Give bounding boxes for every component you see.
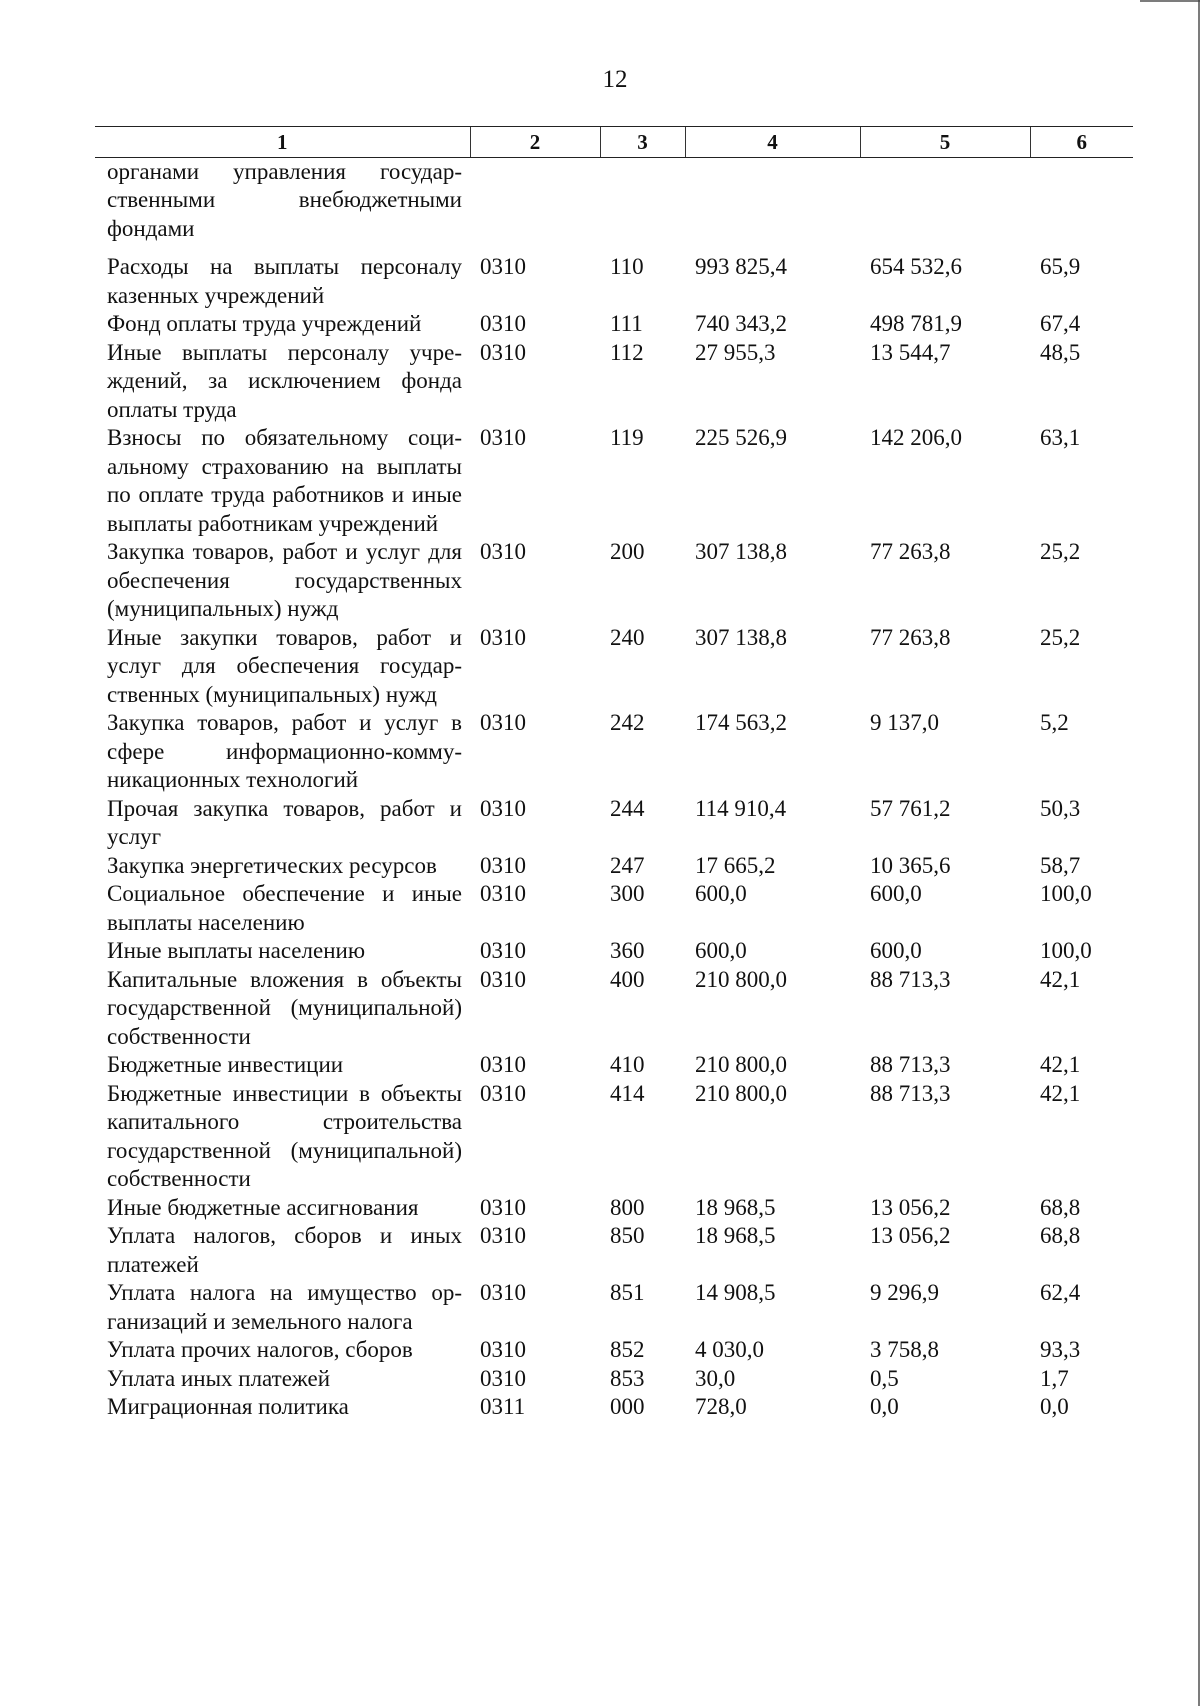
table-row — [95, 310, 1133, 339]
row-percent: 0,0 — [1040, 1394, 1069, 1419]
row-section-code: 0310 — [480, 710, 526, 735]
row-approved: 4 030,0 — [695, 1337, 764, 1362]
table-row — [95, 243, 1133, 310]
row-name: Уплата налога на имущество организаций и земельного налога — [107, 1280, 462, 1334]
row-name: Бюджетные инвестиции в объекты капитального строительства государственной (муниципальной) собственности — [107, 1080, 462, 1191]
row-name: Миграционная политика — [107, 1394, 349, 1419]
row-name: Фонд оплаты труда учреждений — [107, 311, 422, 336]
row-expense-type: 853 — [610, 1365, 645, 1391]
row-section-code: 0310 — [480, 1080, 526, 1106]
row-expense-type: 247 — [610, 852, 645, 878]
column-header-5: 5 — [860, 127, 1030, 158]
row-executed: 600,0 — [870, 938, 922, 963]
row-expense-type: 852 — [610, 1337, 645, 1362]
row-percent: 93,3 — [1040, 1337, 1081, 1362]
row-section-code: 0310 — [480, 938, 526, 963]
row-section-code: 0310 — [480, 1337, 526, 1362]
row-approved — [685, 157, 860, 243]
row-approved: 993 825,4 — [695, 254, 787, 279]
row-section-code — [470, 157, 600, 243]
row-approved: 728,0 — [695, 1394, 747, 1419]
row-percent: 100,0 — [1040, 881, 1092, 906]
row-executed: 0,0 — [870, 1394, 899, 1419]
row-executed: 77 263,8 — [870, 624, 951, 650]
row-percent: 25,2 — [1040, 624, 1081, 650]
table-row — [95, 795, 1133, 852]
row-name: Взносы по обязательному социальному страхованию на выплаты по оплате труда работников и иные выплаты работникам учреждений — [107, 425, 462, 536]
table-row — [95, 852, 1133, 881]
row-percent: 58,7 — [1040, 852, 1081, 878]
row-section-code: 0310 — [480, 881, 526, 906]
row-approved: 210 800,0 — [695, 1052, 787, 1077]
row-name: Иные закупки товаров, работ и услуг для обеспечения государственных (муниципальных) нужд — [107, 624, 462, 707]
row-executed: 77 263,8 — [870, 539, 951, 564]
table-header-row — [95, 127, 1133, 158]
row-approved: 30,0 — [695, 1365, 736, 1391]
table-row — [95, 709, 1133, 795]
table-row — [95, 1336, 1133, 1365]
row-executed: 3 758,8 — [870, 1337, 939, 1362]
row-approved: 14 908,5 — [695, 1280, 776, 1305]
row-name: Уплата налогов, сборов и иных платежей — [107, 1223, 462, 1277]
row-executed: 142 206,0 — [870, 425, 962, 450]
row-executed: 654 532,6 — [870, 254, 962, 279]
row-percent: 100,0 — [1040, 938, 1092, 963]
row-approved: 174 563,2 — [695, 710, 787, 735]
row-section-code: 0310 — [480, 311, 526, 336]
row-percent: 48,5 — [1040, 339, 1081, 365]
table-row — [95, 1365, 1133, 1394]
row-percent: 68,8 — [1040, 1223, 1081, 1248]
row-expense-type: 240 — [610, 624, 645, 650]
table-row — [95, 1080, 1133, 1194]
row-percent: 62,4 — [1040, 1280, 1081, 1305]
row-section-code: 0310 — [480, 1223, 526, 1248]
row-expense-type: 300 — [610, 881, 645, 906]
row-section-code: 0310 — [480, 254, 526, 279]
page-number: 12 — [602, 66, 628, 93]
row-expense-type: 200 — [610, 539, 645, 564]
row-percent: 42,1 — [1040, 1052, 1081, 1077]
row-name: Иные выплаты населению — [107, 938, 365, 963]
table-row — [95, 624, 1133, 710]
row-name: Уплата прочих налогов, сборов — [107, 1337, 413, 1362]
row-executed: 13 056,2 — [870, 1223, 951, 1248]
row-section-code: 0310 — [480, 852, 526, 878]
row-section-code: 0310 — [480, 425, 526, 450]
row-expense-type: 851 — [610, 1280, 645, 1305]
row-executed: 10 365,6 — [870, 852, 951, 878]
row-approved: 600,0 — [695, 881, 747, 906]
row-expense-type: 112 — [610, 339, 644, 365]
row-approved: 17 665,2 — [695, 852, 776, 878]
row-executed — [860, 157, 1030, 243]
row-executed: 0,5 — [870, 1365, 899, 1391]
row-expense-type: 400 — [610, 966, 645, 992]
row-percent: 42,1 — [1040, 1080, 1081, 1106]
scan-edge-top — [1140, 0, 1200, 2]
table-row — [95, 1222, 1133, 1279]
row-approved: 225 526,9 — [695, 425, 787, 450]
row-percent: 67,4 — [1040, 311, 1081, 336]
table-row — [95, 966, 1133, 1052]
row-section-code: 0310 — [480, 539, 526, 564]
row-name: Иные выплаты персоналу учреждений, за исключением фонда оплаты труда — [107, 339, 462, 422]
row-section-code: 0310 — [480, 1365, 526, 1391]
row-name: Закупка энергетических ресурсов — [107, 852, 437, 878]
row-executed: 9 137,0 — [870, 710, 939, 735]
row-executed: 57 761,2 — [870, 795, 951, 821]
row-section-code: 0310 — [480, 1194, 526, 1220]
row-approved: 307 138,8 — [695, 539, 787, 564]
row-approved: 27 955,3 — [695, 339, 776, 365]
row-expense-type: 244 — [610, 795, 645, 821]
table-row — [95, 538, 1133, 624]
column-header-1: 1 — [95, 127, 470, 158]
row-name: Закупка товаров, работ и услуг для обеспечения государственных (муниципальных) нужд — [107, 539, 462, 621]
row-expense-type: 110 — [610, 254, 644, 279]
row-section-code: 0310 — [480, 1280, 526, 1305]
row-section-code: 0310 — [480, 966, 526, 992]
row-section-code: 0310 — [480, 795, 526, 821]
column-header-4: 4 — [685, 127, 860, 158]
row-name: Закупка товаров, работ и услуг в сфере информационно-коммуникационных технологий — [107, 710, 462, 792]
row-percent: 42,1 — [1040, 966, 1081, 992]
row-executed: 88 713,3 — [870, 966, 951, 992]
table-row — [95, 339, 1133, 425]
row-percent: 25,2 — [1040, 539, 1081, 564]
row-executed: 9 296,9 — [870, 1280, 939, 1305]
row-expense-type: 360 — [610, 938, 645, 963]
row-name: Прочая закупка товаров, работ и услуг — [107, 795, 462, 849]
row-approved: 600,0 — [695, 938, 747, 963]
row-name: Бюджетные инвестиции — [107, 1052, 344, 1077]
row-approved: 18 968,5 — [695, 1194, 776, 1220]
row-percent — [1030, 157, 1133, 243]
row-section-code: 0310 — [480, 1052, 526, 1077]
row-expense-type: 410 — [610, 1052, 645, 1077]
row-expense-type: 000 — [610, 1394, 645, 1419]
row-executed: 13 056,2 — [870, 1194, 951, 1220]
row-section-code: 0310 — [480, 624, 526, 650]
row-expense-type: 242 — [610, 710, 645, 735]
row-approved: 210 800,0 — [695, 1080, 787, 1106]
row-approved: 114 910,4 — [695, 795, 787, 821]
row-percent: 50,3 — [1040, 795, 1081, 821]
row-expense-type: 800 — [610, 1194, 645, 1220]
row-section-code: 0311 — [480, 1394, 526, 1419]
table-row — [95, 424, 1133, 538]
row-section-code: 0310 — [480, 339, 526, 365]
row-name: Капитальные вложения в объекты государственной (муниципальной) собственности — [107, 966, 462, 1049]
table-row — [95, 1393, 1133, 1422]
table-row — [95, 1051, 1133, 1080]
row-executed: 88 713,3 — [870, 1052, 951, 1077]
row-expense-type: 119 — [610, 425, 644, 450]
row-name: органами управления государственными внебюджетными фондами — [107, 158, 462, 241]
row-approved: 307 138,8 — [695, 624, 787, 650]
row-expense-type: 111 — [610, 311, 643, 336]
column-header-6: 6 — [1030, 127, 1133, 158]
row-name: Социальное обеспечение и иные выплаты населению — [107, 881, 462, 935]
table-row — [95, 1279, 1133, 1336]
column-header-2: 2 — [470, 127, 600, 158]
row-executed: 88 713,3 — [870, 1080, 951, 1106]
row-percent: 63,1 — [1040, 425, 1081, 450]
row-executed: 600,0 — [870, 881, 922, 906]
column-header-3: 3 — [600, 127, 685, 158]
table-row — [95, 157, 1133, 243]
row-percent: 5,2 — [1040, 710, 1069, 735]
row-percent: 68,8 — [1040, 1194, 1081, 1220]
row-expense-type: 850 — [610, 1223, 645, 1248]
row-name: Уплата иных платежей — [107, 1365, 331, 1391]
row-approved: 740 343,2 — [695, 311, 787, 336]
row-name: Расходы на выплаты персоналу казенных учреждений — [107, 254, 462, 308]
table-row — [95, 937, 1133, 966]
row-approved: 18 968,5 — [695, 1223, 776, 1248]
budget-table — [95, 126, 1133, 1422]
row-percent: 65,9 — [1040, 254, 1081, 279]
table-row — [95, 1194, 1133, 1223]
row-approved: 210 800,0 — [695, 966, 787, 992]
table-row — [95, 880, 1133, 937]
row-executed: 13 544,7 — [870, 339, 951, 365]
row-expense-type — [600, 157, 685, 243]
row-name: Иные бюджетные ассигнования — [107, 1194, 419, 1220]
row-executed: 498 781,9 — [870, 311, 962, 336]
row-expense-type: 414 — [610, 1080, 645, 1106]
row-percent: 1,7 — [1040, 1365, 1069, 1391]
